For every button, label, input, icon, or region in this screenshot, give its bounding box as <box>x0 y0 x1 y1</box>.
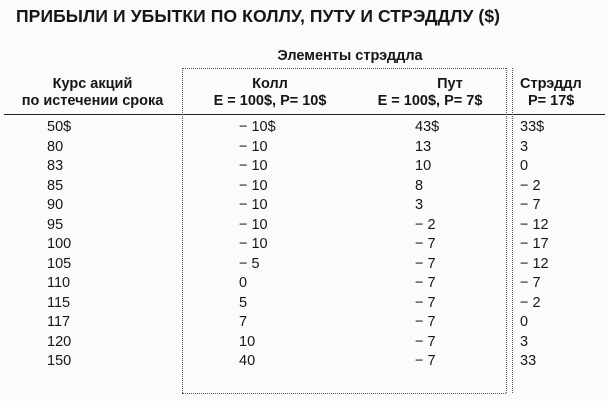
cell-straddle: 33 <box>520 353 537 369</box>
cell-call: − 10 <box>239 236 268 252</box>
column-header-straddle-line2: P= 17$ <box>528 93 575 109</box>
cell-put: 43$ <box>415 119 440 135</box>
table-row <box>0 119 607 139</box>
cell-straddle: − 7 <box>520 197 541 213</box>
table-row <box>0 353 607 373</box>
cell-straddle: − 17 <box>520 236 549 252</box>
cell-price: 105 <box>47 255 72 272</box>
table-row <box>0 314 607 334</box>
cell-put: − 7 <box>415 236 436 252</box>
cell-straddle: − 12 <box>520 255 549 272</box>
cell-call: − 10 <box>239 177 268 194</box>
column-header-put-line2: E = 100$, P= 7$ <box>377 93 483 109</box>
cell-straddle: 0 <box>520 158 529 174</box>
cell-call: − 5 <box>239 255 260 272</box>
cell-put: 3 <box>415 197 424 213</box>
cell-straddle: − 7 <box>520 275 541 291</box>
cell-straddle: − 2 <box>520 177 541 194</box>
cell-price: 100 <box>47 236 72 252</box>
cell-price: 95 <box>47 216 64 233</box>
cell-put: 13 <box>415 138 432 155</box>
column-header-price-line1: Курс акций <box>52 76 133 92</box>
cell-price: 90 <box>47 197 64 213</box>
cell-price: 110 <box>47 275 71 291</box>
cell-put: 8 <box>415 177 424 194</box>
cell-price: 85 <box>47 177 64 194</box>
column-header-put <box>350 76 510 110</box>
table-body <box>0 119 607 373</box>
table-row <box>0 139 607 159</box>
cell-straddle: 3 <box>520 138 529 155</box>
cell-call: 0 <box>239 275 248 291</box>
cell-price: 83 <box>47 158 64 174</box>
cell-price: 50$ <box>47 119 72 135</box>
group-header: Элементы стрэддла <box>277 48 423 64</box>
cell-straddle: 33$ <box>520 119 545 135</box>
column-header-call <box>185 76 355 110</box>
cell-straddle: 3 <box>520 333 529 350</box>
column-header-straddle-line1: Стрэддл <box>520 76 582 92</box>
cell-straddle: − 12 <box>520 216 549 233</box>
table-row <box>0 197 607 217</box>
cell-call: 7 <box>239 314 248 330</box>
cell-put: − 7 <box>415 333 436 350</box>
cell-straddle: − 2 <box>520 294 541 311</box>
cell-call: 40 <box>239 353 256 369</box>
cell-call: − 10 <box>239 216 268 233</box>
cell-put: 10 <box>415 158 432 174</box>
table-row <box>0 275 607 295</box>
table-row <box>0 217 607 237</box>
cell-call: − 10 <box>239 138 268 155</box>
cell-call: 10 <box>239 333 256 350</box>
group-header-underline <box>182 68 506 69</box>
cell-put: − 7 <box>415 314 436 330</box>
cell-call: − 10 <box>239 158 268 174</box>
cell-put: − 7 <box>415 275 436 291</box>
cell-straddle: 0 <box>520 314 529 330</box>
table-row <box>0 158 607 178</box>
column-header-put-line1: Пут <box>437 76 463 92</box>
cell-price: 120 <box>47 333 72 350</box>
column-header-straddle <box>520 76 605 110</box>
table-row <box>0 256 607 276</box>
table-row <box>0 334 607 354</box>
cell-call: 5 <box>239 294 248 311</box>
column-header-price-line2: по истечении срока <box>21 93 164 109</box>
column-header-call-line1: Колл <box>252 76 288 92</box>
cell-put: − 7 <box>415 294 436 311</box>
cell-put: − 7 <box>415 255 436 272</box>
cell-call: − 10 <box>239 197 268 213</box>
page-title: ПРИБЫЛИ И УБЫТКИ ПО КОЛЛУ, ПУТУ И СТРЭДДЛУ ($) <box>16 6 501 26</box>
column-header-price <box>5 76 180 110</box>
cell-call: − 10$ <box>239 119 276 135</box>
column-header-call-line2: E = 100$, P= 10$ <box>213 93 327 109</box>
bottom-rule <box>182 393 506 394</box>
header-separator <box>4 114 605 115</box>
cell-put: − 7 <box>415 353 436 369</box>
table-row <box>0 295 607 315</box>
cell-price: 117 <box>47 314 71 330</box>
cell-price: 115 <box>47 294 71 311</box>
cell-price: 80 <box>47 138 64 155</box>
table-row <box>0 236 607 256</box>
cell-put: − 2 <box>415 216 436 233</box>
table-row <box>0 178 607 198</box>
cell-price: 150 <box>47 353 72 369</box>
